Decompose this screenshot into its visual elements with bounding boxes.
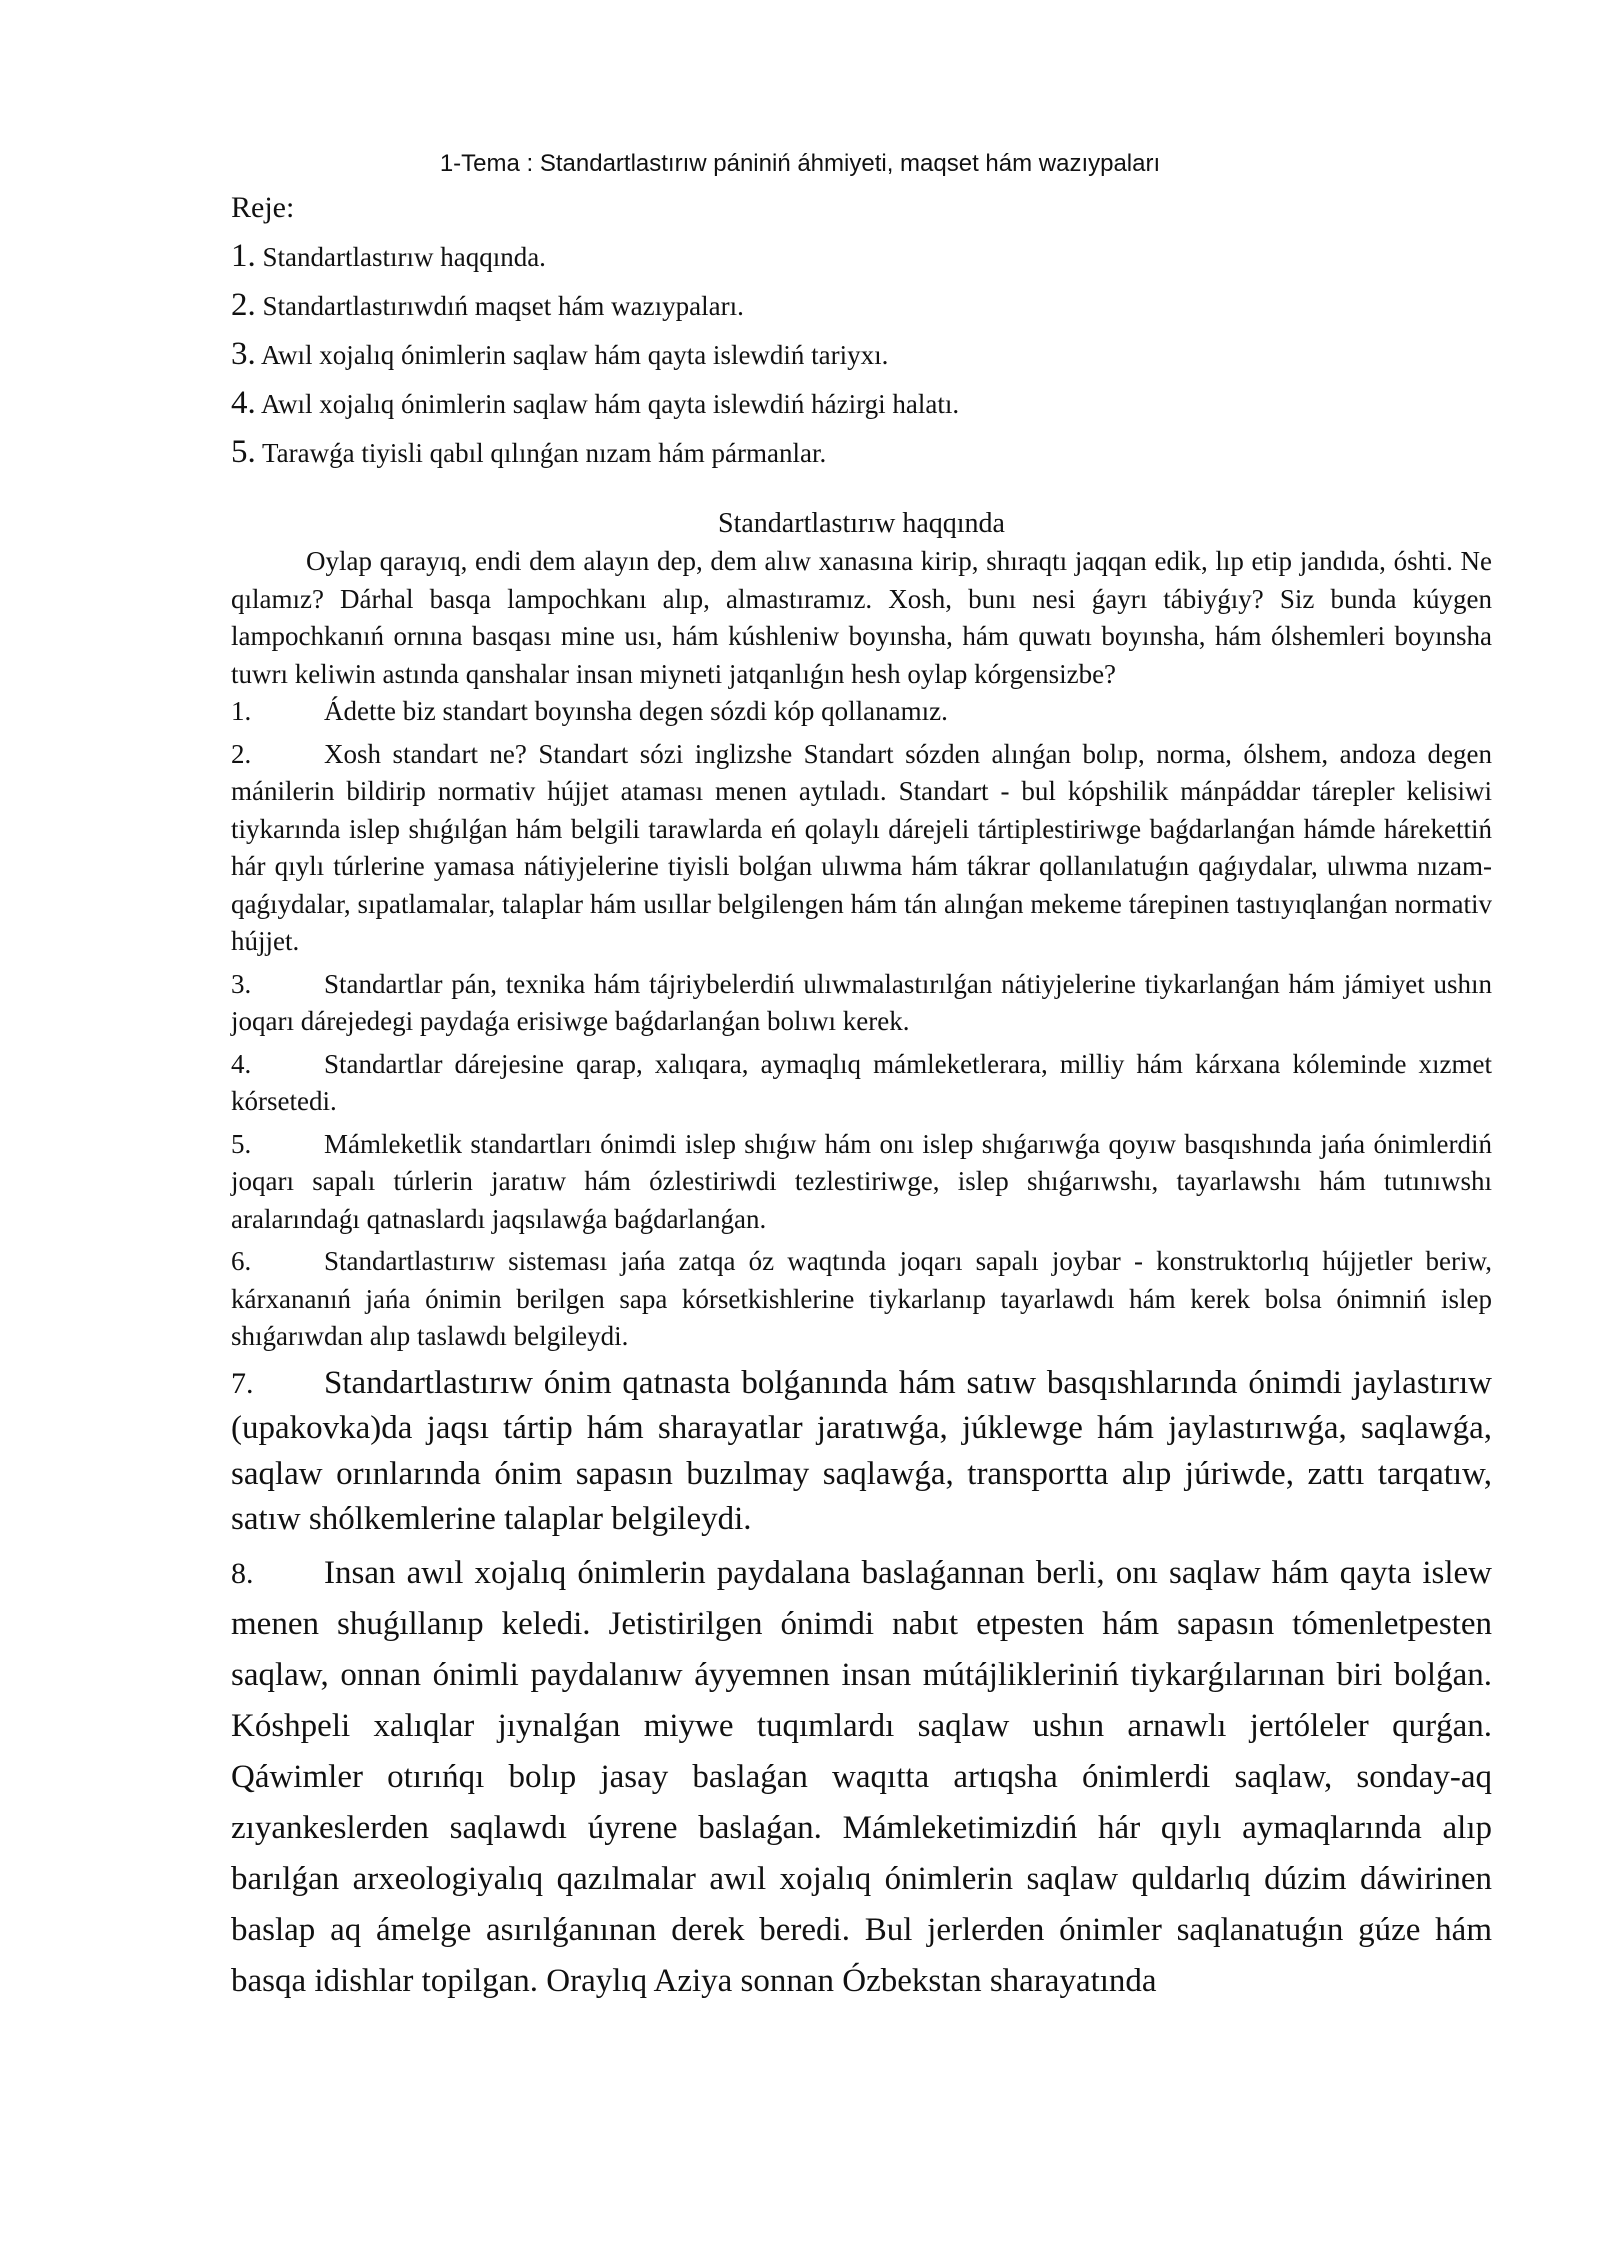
numbered-paragraph: [231, 1243, 1492, 1356]
numbered-paragraph: [231, 693, 1492, 731]
plan-item-text: Tarawǵa tiyisli qabıl qılınǵan nızam hám pármanlar.: [262, 438, 827, 468]
plan-item-number: 4.: [231, 385, 256, 421]
paragraph-text: Xosh standart ne? Standart sózi inglizshe Standart sózden alınǵan bolıp, norma, ólshem, andoza degen mánilerin bildirip normativ hújjet ataması menen aytıladı. Standart - bul kópshilik mánpáddar tárepler kelisiwi tiykarında islep shıǵılǵan hám belgili tarawlarda eń qolaylı dárejeli tártiplestiriwge baǵdarlanǵan hámde hárekettiń hár qıylı túrlerine yamasa nátiyjelerine tiyisli bolǵan ulıwma hám tákrar qollanılatuǵın qaǵıydalar, ulıwma nızam-qaǵıydalar, sıpatlamalar, talaplar hám usıllar belgilengen hám tán alınǵan mekeme tárepinen tastıyıqlanǵan normativ hújjet.: [231, 738, 1492, 956]
plan-label: Reje:: [231, 191, 295, 224]
plan-item-number: 3.: [231, 336, 256, 372]
section-title: Standartlastırıw haqqında: [718, 508, 1005, 539]
plan-item-number: 5.: [231, 434, 256, 470]
plan-item-text: Standartlastırıwdıń maqset hám wazıypaları.: [262, 291, 744, 321]
numbered-paragraph: [231, 736, 1492, 961]
paragraph-number: 8.: [231, 1556, 254, 1590]
plan-item-number: 1.: [231, 238, 256, 274]
paragraph-number: 1.: [231, 696, 252, 726]
numbered-paragraph: [231, 1548, 1492, 2007]
paragraph-number: 7.: [231, 1366, 254, 1400]
numbered-paragraph: [231, 966, 1492, 1041]
plan-item: [231, 232, 1481, 281]
paragraph-text: Standartlastırıw ónim qatnasta bolǵanında hám satıw basqıshlarında ónimdi jaylastırıw (upakovka)da jaqsı tártip hám sharayatlar jaratıwǵa, júklewge hám jaylastırıwǵa, saqlawǵa, saqlaw orınlarında ónim sapasın buzılmay saqlawǵa, transportta alıp júriwde, zattı tarqatıw, satıw shólkemlerine talaplar belgileydi.: [231, 1364, 1492, 1537]
plan-item-text: Awıl xojalıq ónimlerin saqlaw hám qayta islewdiń házirgi halatı.: [261, 389, 960, 419]
paragraph-number: 5.: [231, 1128, 252, 1159]
paragraph-text: Mámleketlik standartları ónimdi islep shıǵıw hám onı islep shıǵarıwǵa qoyıw basqıshında jańa ónimlerdiń joqarı sapalı túrlerin jaratıw hám ózlestiriwdi tezlestiriwge, islep shıǵarıwshı, tayarlawshı hám tutınıwshı aralarındaǵı qatnaslardı jaqsılawǵa baǵdarlanǵan.: [231, 1128, 1492, 1234]
paragraph-number: 2.: [231, 738, 252, 769]
paragraph-text: Standartlastırıw sisteması jańa zatqa óz waqtında joqarı sapalı joybar - konstruktorlıq hújjetler beriw, kárxananıń jańa ónimin berilgen sapa kórsetkishlerine tiykarlanıp tayarlawdı hám kerek bolsa ónimniń islep shıǵarıwdan alıp taslawdı belgileydi.: [231, 1246, 1492, 1351]
plan-item: [231, 281, 1481, 330]
paragraph-number: 4.: [231, 1048, 252, 1079]
paragraph-number: 3.: [231, 968, 252, 999]
intro-paragraph: Oylap qarayıq, endi dem alayın dep, dem alıw xanasına kirip, shıraqtı jaqqan edik, lıp etip jandıda, óshti. Ne qılamız? Dárhal basqa lampochkanı alıp, almastıramız. Xosh, bunı nesi ǵayrı tábiyǵıy? Siz bunda kúygen lampochkanıń ornına basqası mine usı, hám kúshleniw boyınsha, hám quwatı boyınsha, hám ólshemleri boyınsha tuwrı keliwin astında qanshalar insan miyneti jatqanlıǵın hesh oylap kórgensizbe?: [231, 546, 1492, 689]
plan-item: [231, 379, 1481, 428]
paragraph-text: Standartlar dárejesine qarap, xalıqara, aymaqlıq mámleketlerara, milliy hám kárxana kóleminde xızmet kórsetedi.: [231, 1048, 1492, 1116]
document-body: [231, 505, 1492, 2007]
numbered-paragraph: [231, 1361, 1492, 1543]
plan-item: [231, 428, 1481, 477]
plan-item-text: Awıl xojalıq ónimlerin saqlaw hám qayta islewdiń tariyxı.: [261, 340, 889, 370]
numbered-paragraph: [231, 1046, 1492, 1121]
paragraph-text: Standartlar pán, texnika hám tájriybelerdiń ulıwmalastırılǵan nátiyjelerine tiykarlanǵan hám jámiyet ushın joqarı dárejedegi paydaǵa erisiwge baǵdarlanǵan bolıwı kerek.: [231, 968, 1492, 1036]
numbered-paragraph: [231, 1126, 1492, 1239]
topic-title: 1-Tema : Standartlastırıw pániniń áhmiyeti, maqset hám wazıypaları: [439, 150, 1161, 177]
plan-item: [231, 330, 1481, 379]
plan-list: [231, 232, 1481, 477]
plan-item-text: Standartlastırıw haqqında.: [262, 242, 546, 272]
paragraph-text: Insan awıl xojalıq ónimlerin paydalana baslaǵannan berli, onı saqlaw hám qayta islew menen shuǵıllanıp keledi. Jetistirilgen ónimdi nabıt etpesten hám sapasın tómenletpesten saqlaw, onnan ónimli paydalanıw áyyemnen insan mútájlikleriniń tiykarǵılarınan biri bolǵan. Kóshpeli xalıqlar jıynalǵan miywe tuqımlardı saqlaw ushın arnawlı jertóleler qurǵan. Qáwimler otırıńqı bolıp jasay baslaǵan waqıtta artıqsha ónimlerdi saqlaw, sonday-aq zıyankeslerden saqlawdı úyrene baslaǵan. Mámleketimizdiń hár qıylı aymaqlarında alıp barılǵan arxeologiyalıq qazılmalar awıl xojalıq ónimlerin saqlaw quldarlıq dúzim dáwirinen baslap aq ámelge asırılǵanınan derek beredi. Bul jerlerden ónimler saqlanatuǵın gúze hám basqa idishlar topilgan. Oraylıq Aziya sonnan Ózbekstan sharayatında: [231, 1554, 1492, 1999]
paragraph-text: Ádette biz standart boyınsha degen sózdi kóp qollanamız.: [324, 696, 948, 726]
plan-item-number: 2.: [231, 287, 256, 323]
paragraph-number: 6.: [231, 1246, 252, 1276]
